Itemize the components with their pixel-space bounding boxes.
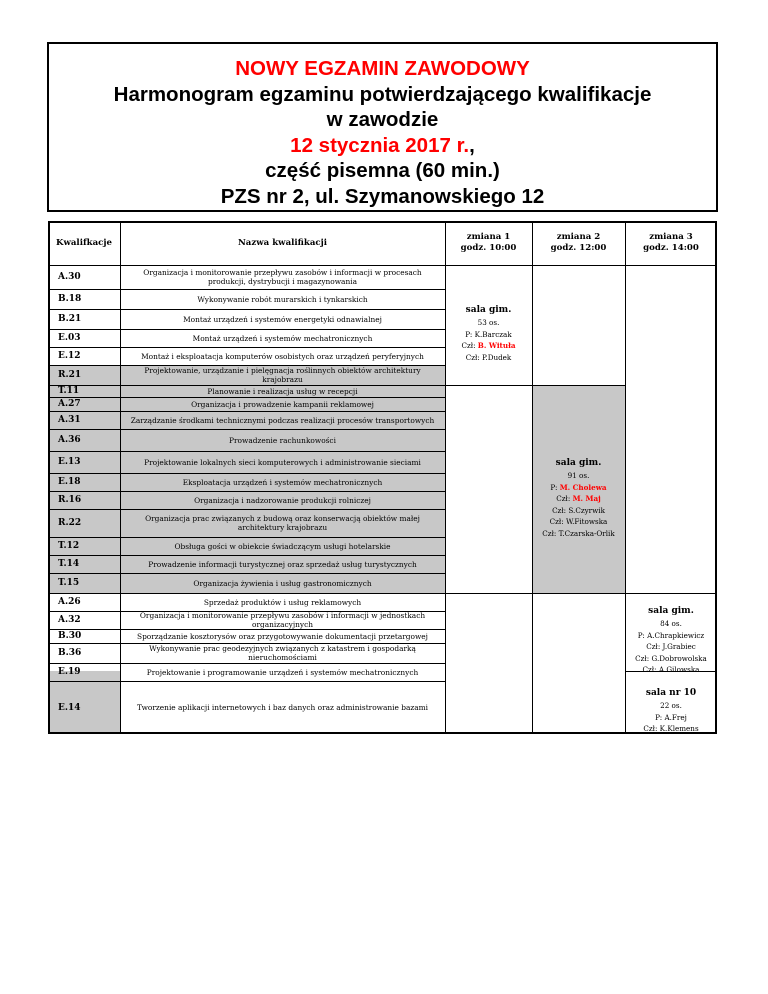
member-name-highlight: B. Wituła — [477, 341, 516, 350]
row-name: Organizacja i nadzorowanie produkcji rolniczej — [194, 495, 371, 505]
room-member — [532, 493, 625, 505]
row-name: Planowanie i realizacja usług w recepcji — [207, 386, 358, 396]
row-code: E.19 — [58, 667, 81, 677]
shift2-time: godz. 12:00 — [550, 243, 607, 253]
row-code: E.13 — [58, 457, 81, 467]
room-member: Czł: J.Grabiec — [646, 642, 696, 651]
row-name: Prowadzenie rachunkowości — [229, 435, 336, 445]
row-name: Projektowanie i programowanie urządzeń i systemów mechatronicznych — [146, 667, 419, 677]
room-count: 22 os. — [660, 701, 682, 710]
room-title: sala nr 10 — [645, 688, 697, 698]
room-chair — [532, 482, 625, 494]
room-title: sala gim. — [465, 305, 512, 315]
row-name: Eksploatacja urządzeń i systemów mechatronicznych — [182, 477, 383, 487]
schedule-subtitle: w zawodzie — [326, 108, 439, 131]
row-name: Wykonywanie prac geodezyjnych związanych z katastrem i gospodarką nieruchomościami — [149, 644, 416, 662]
room-member: Czł: K.Klemens — [643, 724, 699, 733]
row-code: A.26 — [58, 597, 81, 607]
row-name: Zarządzanie środkami technicznymi podczas realizacji procesów transportowych — [130, 415, 435, 425]
row-code: T.11 — [58, 386, 80, 396]
room-chair: P: K.Barczak — [465, 329, 512, 339]
room-block-shift1 — [445, 304, 532, 363]
room-member: Czł: A.Gilowska — [642, 665, 700, 674]
schedule-title: Harmonogram egzaminu potwierdzającego kwalifikacje — [113, 82, 652, 106]
row-name: Projektowanie, urządzanie i pielęgnacja roślinnych obiektów architektury krajobrazu — [144, 366, 421, 384]
col-header-name: Nazwa kwalifikacji — [237, 237, 328, 248]
room-title: sala gim. — [648, 606, 694, 616]
row-code: B.30 — [58, 631, 82, 641]
room-member: Czł: S.Czyrwik — [552, 505, 605, 515]
row-code: R.16 — [58, 495, 82, 505]
room-chair: P: A.Frej — [655, 712, 687, 722]
shift3-label: zmiana 3 — [649, 232, 693, 242]
room-count: 91 os. — [567, 471, 590, 480]
shift3-time: godz. 14:00 — [643, 243, 699, 253]
exam-date: 12 stycznia 2017 r. — [290, 133, 470, 157]
row-name: Prowadzenie informacji turystycznej oraz sprzedaż usług turystycznych — [148, 559, 417, 569]
room-member — [445, 340, 532, 352]
row-code: E.14 — [58, 702, 81, 713]
shift1-label: zmiana 1 — [466, 232, 511, 242]
exam-title: NOWY EGZAMIN ZAWODOWY — [235, 57, 530, 80]
room-title: sala gim. — [555, 458, 602, 468]
member-name-highlight: M. Maj — [572, 494, 601, 503]
member-prefix: Czł: — [556, 494, 573, 503]
exam-date-suffix: , — [469, 133, 475, 157]
row-code: T.15 — [58, 578, 80, 588]
title-box — [47, 42, 718, 212]
chair-name-highlight: M. Cholewa — [559, 482, 607, 492]
row-code: R.21 — [58, 370, 82, 380]
row-code: B.18 — [58, 294, 82, 304]
shift1-time: godz. 10:00 — [460, 243, 517, 253]
member-prefix: Czł: — [461, 341, 478, 350]
row-name: Wykonywanie robót murarskich i tynkarskich — [197, 294, 368, 304]
row-name: Organizacja i monitorowanie przepływu zasobów i informacji w jednostkach organizacyjnych — [139, 611, 426, 629]
row-code: R.22 — [58, 518, 82, 528]
row-name: Organizacja żywienia i usług gastronomicznych — [193, 578, 372, 588]
room-member: Czł: T.Czarska-Orlik — [542, 528, 615, 538]
row-code: B.21 — [58, 314, 82, 324]
row-name: Sporządzanie kosztorysów oraz przygotowywanie dokumentacji przetargowej — [137, 631, 428, 641]
room-member: Czł: G.Dobrowolska — [635, 653, 707, 663]
room-count: 84 os. — [660, 619, 682, 628]
room-count: 53 os. — [477, 318, 500, 327]
room-block-shift2 — [532, 457, 625, 539]
row-name: Organizacja i monitorowanie przepływu zasobów i informacji w procesach produkcji, dystrybucji i magazynowania — [143, 268, 422, 286]
row-code: T.14 — [58, 559, 80, 569]
col-header-code: Kwalifkacje — [56, 237, 112, 248]
room-chair: P: A.Chrapkiewicz — [637, 630, 705, 640]
row-code: A.30 — [58, 272, 81, 282]
row-name: Montaż urządzeń i systemów mechatronicznych — [192, 333, 373, 343]
chair-prefix: P: — [550, 482, 560, 492]
shift2-label: zmiana 2 — [556, 232, 601, 242]
room-member: Czł: P.Dudek — [465, 352, 512, 362]
row-code: E.18 — [58, 477, 81, 487]
exam-location: PZS nr 2, ul. Szymanowskiego 12 — [220, 184, 545, 208]
row-code: B.36 — [58, 648, 82, 658]
row-name: Sprzedaż produktów i usług reklamowych — [203, 597, 362, 607]
row-name: Obsługa gości w obiekcie świadczącym usługi hotelarskie — [174, 541, 391, 551]
row-code: A.31 — [58, 415, 81, 425]
room-block-shift3 — [625, 605, 717, 676]
schedule-table — [48, 221, 717, 734]
row-name: Projektowanie lokalnych sieci komputerowych i administrowanie sieciami — [144, 457, 421, 467]
row-code: T.12 — [58, 541, 80, 551]
row-name: Organizacja i prowadzenie kampanii reklamowej — [191, 399, 374, 409]
row-code: E.12 — [58, 351, 81, 361]
row-code: A.36 — [58, 435, 81, 445]
row-name: Organizacja prac związanych z budową oraz konserwacją obiektów małej architektury krajobrazu — [145, 514, 420, 532]
row-name: Montaż i eksploatacja komputerów osobistych oraz urządzeń peryferyjnych — [141, 351, 424, 361]
row-code: A.27 — [58, 399, 81, 409]
row-code: A.32 — [58, 615, 81, 625]
room-member: Czł: W.Fitowska — [549, 517, 608, 526]
row-name: Tworzenie aplikacji internetowych i baz danych oraz administrowanie bazami — [136, 703, 429, 712]
row-name: Montaż urządzeń i systemów energetyki odnawialnej — [183, 314, 382, 324]
row-code: E.03 — [58, 333, 81, 343]
exam-part: część pisemna (60 min.) — [265, 159, 500, 182]
room-block-shift3-room10 — [625, 687, 717, 735]
exam-date-line — [49, 133, 716, 159]
